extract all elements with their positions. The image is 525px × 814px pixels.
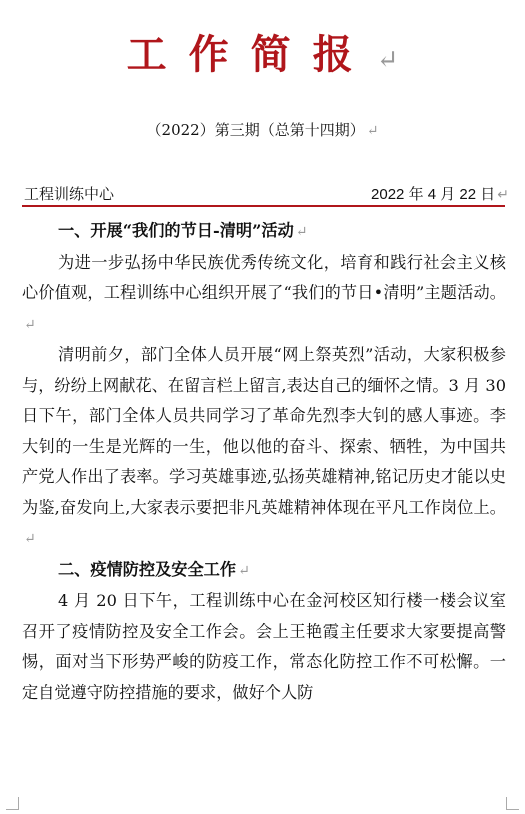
masthead-row: [24, 182, 509, 206]
heading-text: 二、疫情防控及安全工作: [58, 559, 237, 579]
body-paragraph: [22, 340, 506, 555]
issue-text: （2022）第三期（总第十四期）: [146, 121, 365, 139]
heading-text: 一、开展“我们的节日-清明”活动: [58, 221, 294, 240]
paragraph-text: 为进一步弘扬中华民族优秀传统文化，培育和践行社会主义核心价值观，工程训练中心组织开展了“我们的节日•清明”主题活动。: [22, 252, 506, 302]
document-body: [22, 216, 506, 708]
paragraph-mark-icon: ↵: [366, 123, 379, 139]
paragraph-text: 清明前夕，部门全体人员开展“网上祭英烈”活动，大家积极参与，纷纷上网献花、在留言栏上留言,表达自己的缅怀之情。3 月 30 日下午，部门全体人员共同学习了革命先烈李大钊的感人事迹。李大钊的一生是光辉的一生，他以他的奋斗、探索、牺牲，为中国共产党人作出了表率。学习英雄事迹,弘扬英雄精神,铭记历史才能以史为鉴,奋发向上,大家表示要把非凡英雄精神体现在平凡工作岗位上。: [22, 345, 506, 517]
title-text: 工作简报: [126, 31, 375, 78]
paragraph-mark-icon: ↵: [497, 186, 509, 202]
issue-date: [371, 182, 509, 207]
newsletter-title: [0, 30, 525, 85]
paragraph-mark-icon: ↵: [24, 316, 36, 333]
red-divider-line: [22, 205, 505, 207]
issue-number: [0, 118, 525, 143]
organization-name: 工程训练中心: [24, 185, 115, 203]
paragraph-mark-icon: ↵: [376, 45, 399, 75]
section-heading: [22, 216, 506, 248]
paragraph-mark-icon: ↵: [295, 224, 308, 240]
paragraph-text: 4 月 20 日下午，工程训练中心在金河校区知行楼一楼会议室召开了疫情防控及安全工作会。会上王艳霞主任要求大家要提高警惕，面对当下形势严峻的防疫工作，常态化防控工作不可松懈。一定自觉遵守防控措施的要求，做好个人防: [22, 591, 506, 702]
date-text: 2022 年 4 月 22 日: [371, 186, 496, 203]
paragraph-mark-icon: ↵: [24, 531, 36, 547]
page-corner-mark: [6, 797, 19, 810]
body-paragraph: [22, 586, 506, 708]
page-corner-mark: [506, 797, 519, 810]
paragraph-mark-icon: ↵: [238, 562, 250, 579]
section-heading: [22, 555, 506, 587]
body-paragraph: [22, 248, 506, 341]
